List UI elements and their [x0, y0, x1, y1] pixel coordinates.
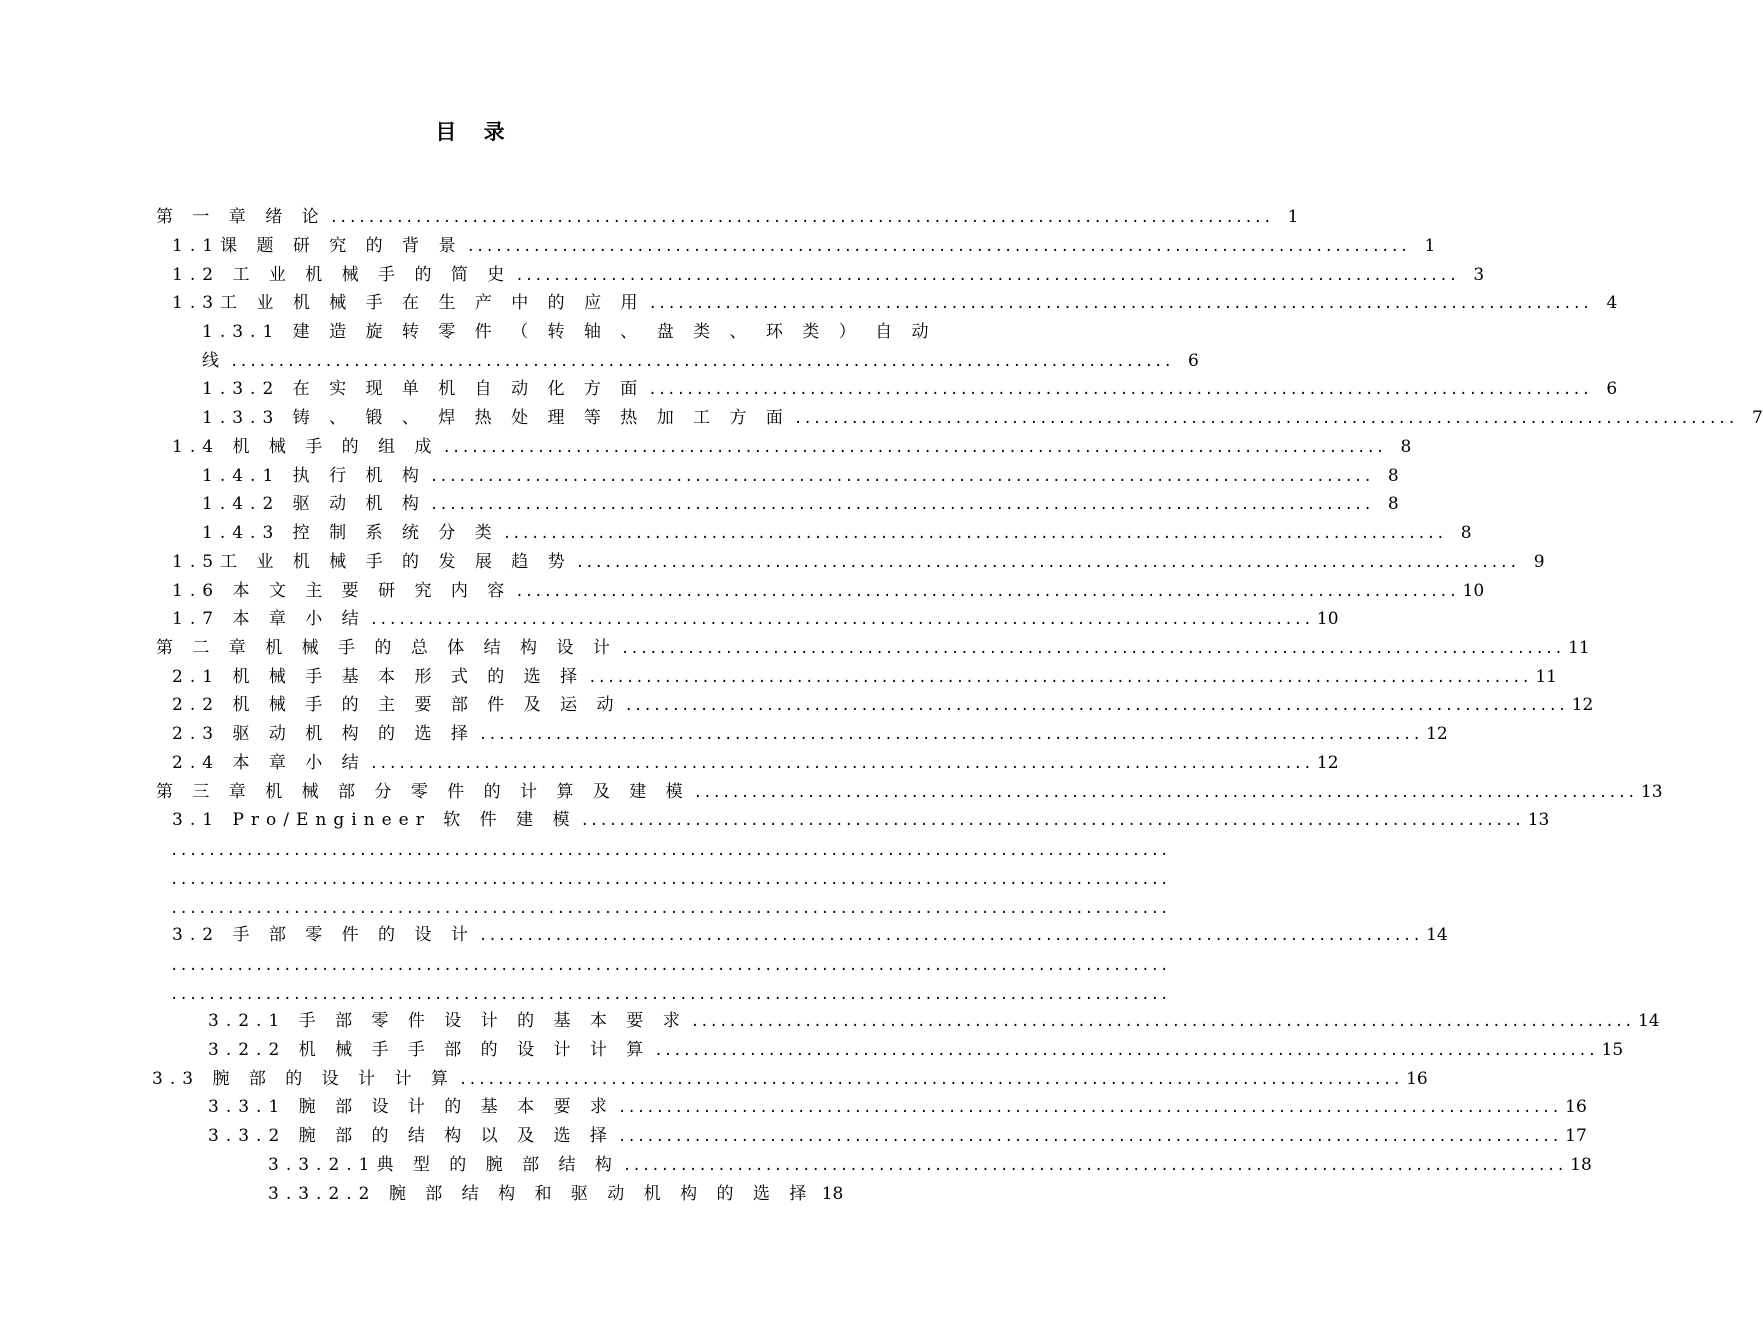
toc-entry-label: 1.6 本 文 主 要 研 究 内 容 — [172, 581, 512, 601]
toc-entry-label: 线 — [202, 351, 226, 371]
toc-entry-page: 8 — [1460, 523, 1472, 543]
toc-entry-label: 1.4.1 执 行 机 构 — [202, 466, 426, 486]
toc-entry[interactable] — [156, 203, 1299, 231]
toc-entry-page: 11 — [1568, 638, 1590, 658]
toc-entry[interactable] — [172, 806, 1550, 834]
toc-entry[interactable] — [202, 375, 1618, 403]
toc-entry-page: 7 — [1751, 408, 1763, 428]
toc-leader-dots: .................................................................................................... — [369, 612, 1313, 628]
toc-entry-page: 17 — [1565, 1126, 1587, 1146]
toc-entry[interactable] — [172, 232, 1436, 260]
toc-entry-page: 8 — [1387, 466, 1399, 486]
toc-entry-page: 6 — [1188, 351, 1199, 371]
toc-entry[interactable] — [156, 634, 1590, 662]
toc-entry[interactable] — [202, 347, 1199, 375]
toc-entry-label: 3.3 腕 部 的 设 计 计 算 — [152, 1069, 455, 1089]
toc-leader-dots: .......................................................................................................... — [170, 872, 1170, 888]
toc-entry-page: 3 — [1473, 265, 1485, 285]
toc-leader-dots: .................................................................................................... — [620, 641, 1564, 657]
toc-entry-page: 16 — [1406, 1069, 1428, 1089]
toc-entry-page: 11 — [1535, 667, 1557, 687]
toc-entry-page: 14 — [1637, 1011, 1660, 1031]
toc-entry-label: 2.4 本 章 小 结 — [172, 753, 366, 773]
toc-entry-label: 第 三 章 机 械 部 分 零 件 的 计 算 及 建 模 — [156, 782, 690, 802]
toc-entry-page: 8 — [1387, 494, 1399, 514]
toc-entry[interactable] — [208, 1122, 1587, 1150]
toc-entry-label: 1.3.1 建 造 旋 转 零 件 （ 转 轴 、 盘 类 、 环 类 ） 自 动 — [202, 322, 936, 342]
toc-leader-dots: .......................................................................................................... — [170, 843, 1170, 859]
toc-leader-dots: .................................................................................................... — [654, 1043, 1598, 1059]
toc-entry[interactable] — [202, 404, 1763, 432]
toc-leader-dots: .................................................................................................... — [329, 210, 1273, 226]
toc-entry-page: 4 — [1606, 293, 1618, 313]
toc-leader-dots: .................................................................................................... — [617, 1129, 1561, 1145]
toc-entry-label: 1.7 本 章 小 结 — [172, 609, 366, 629]
toc-leader-dots: .................................................................................................... — [429, 469, 1373, 485]
toc-entry[interactable] — [156, 778, 1663, 806]
toc-leader-dots: .................................................................................................... — [624, 698, 1568, 714]
toc-entry[interactable] — [172, 261, 1485, 289]
toc-entry[interactable] — [172, 289, 1618, 317]
toc-leader-dots: .................................................................................................... — [690, 1014, 1634, 1030]
toc-entry-page: 18 — [821, 1184, 844, 1204]
toc-entry-label: 2.3 驱 动 机 构 的 选 择 — [172, 724, 475, 744]
page-title: 目 录 — [435, 119, 515, 144]
toc-entry-label: 1.4 机 械 手 的 组 成 — [172, 437, 439, 457]
toc-entry[interactable] — [172, 605, 1339, 633]
toc-entry-page: 13 — [1527, 810, 1550, 830]
toc-entry-page: 13 — [1640, 782, 1663, 802]
toc-entry-label: 1.2 工 业 机 械 手 的 简 史 — [172, 265, 512, 285]
toc-entry[interactable] — [202, 462, 1399, 490]
toc-entry[interactable] — [172, 921, 1448, 949]
toc-entry-page: 15 — [1601, 1040, 1624, 1060]
toc-leader-dots: .................................................................................................... — [622, 1158, 1566, 1174]
toc-entry[interactable] — [172, 433, 1412, 461]
toc-entry[interactable] — [208, 1007, 1660, 1035]
toc-entry-page: 16 — [1565, 1097, 1587, 1117]
toc-entry-page: 14 — [1426, 925, 1448, 945]
toc-entry[interactable] — [202, 490, 1399, 518]
toc-entry[interactable] — [172, 577, 1485, 605]
toc-leader-dots: .................................................................................................... — [515, 584, 1459, 600]
toc-leader-dots: .................................................................................................... — [575, 555, 1519, 571]
toc-entry-label: 1.3.2 在 实 现 单 机 自 动 化 方 面 — [202, 379, 645, 399]
toc-entry[interactable] — [172, 548, 1545, 576]
toc-leader-dots: .......................................................................................................... — [170, 958, 1170, 974]
toc-entry-label: 1.3.3 铸 、 锻 、 焊 热 处 理 等 热 加 工 方 面 — [202, 408, 790, 428]
toc-entry[interactable] — [172, 749, 1339, 777]
toc-entry[interactable] — [172, 720, 1448, 748]
toc-leader-dots: .................................................................................................... — [478, 727, 1422, 743]
toc-entry[interactable] — [152, 1065, 1428, 1093]
toc-entry-label: 1.5工 业 机 械 手 的 发 展 趋 势 — [172, 552, 572, 572]
toc-leader-dots: .................................................................................................... — [369, 756, 1313, 772]
toc-leader-dots: .................................................................................................... — [648, 382, 1592, 398]
toc-entry-page: 9 — [1533, 552, 1545, 572]
toc-entry-label: 第 一 章 绪 论 — [156, 207, 326, 227]
toc-entry[interactable] — [208, 1036, 1624, 1064]
toc-leader-dots: .................................................................................................... — [693, 785, 1637, 801]
toc-entry-label: 3.1 Pro/Engineer 软 件 建 模 — [172, 810, 577, 830]
toc-entry-page: 12 — [1316, 753, 1339, 773]
toc-entry[interactable] — [268, 1151, 1592, 1179]
toc-entry-label: 3.3.1 腕 部 设 计 的 基 本 要 求 — [208, 1097, 614, 1117]
toc-entry-page: 12 — [1426, 724, 1448, 744]
toc-entry-label: 2.2 机 械 手 的 主 要 部 件 及 运 动 — [172, 695, 621, 715]
toc-entry-label: 第 二 章 机 械 手 的 总 体 结 构 设 计 — [156, 638, 617, 658]
toc-entry-label: 3.3.2 腕 部 的 结 构 以 及 选 择 — [208, 1126, 614, 1146]
toc-leader-dots: .......................................................................................................... — [170, 901, 1170, 917]
toc-entry-label: 3.3.2.1典 型 的 腕 部 结 构 — [268, 1155, 619, 1175]
toc-entry-label: 3.3.2.2 腕 部 结 构 和 驱 动 机 构 的 选 择 — [268, 1184, 814, 1204]
toc-entry-label: 2.1 机 械 手 基 本 形 式 的 选 择 — [172, 667, 585, 687]
toc-entry[interactable] — [172, 691, 1594, 719]
toc-leader-dots: .................................................................................................... — [502, 526, 1446, 542]
toc-entry-page: 8 — [1400, 437, 1412, 457]
toc-leader-dots: .................................................................................................... — [429, 497, 1373, 513]
toc-entry-label: 1.3工 业 机 械 手 在 生 产 中 的 应 用 — [172, 293, 645, 313]
toc-entry-label: 1.1课 题 研 究 的 背 景 — [172, 236, 463, 256]
toc-leader-dots: .................................................................................................... — [458, 1072, 1402, 1088]
toc-leader-dots: .......................................................................................................... — [170, 987, 1170, 1003]
toc-entry-page: 1 — [1424, 236, 1436, 256]
toc-entry[interactable] — [172, 663, 1557, 691]
toc-leader-dots: .................................................................................................... — [793, 411, 1737, 427]
toc-entry-page: 12 — [1571, 695, 1594, 715]
toc-entry-page: 10 — [1316, 609, 1339, 629]
toc-leader-dots: .................................................................................................... — [442, 440, 1386, 456]
toc-entry-label: 3.2.1 手 部 零 件 设 计 的 基 本 要 求 — [208, 1011, 687, 1031]
toc-entry-page: 18 — [1570, 1155, 1592, 1175]
toc-entry-label: 1.4.3 控 制 系 统 分 类 — [202, 523, 499, 543]
toc-entry-page: 6 — [1606, 379, 1618, 399]
toc-entry-label: 1.4.2 驱 动 机 构 — [202, 494, 426, 514]
toc-entry-label: 3.2 手 部 零 件 的 设 计 — [172, 925, 475, 945]
toc-entry-label: 3.2.2 机 械 手 手 部 的 设 计 计 算 — [208, 1040, 651, 1060]
toc-leader-dots: .................................................................................................... — [588, 670, 1531, 686]
toc-entry[interactable] — [268, 1180, 844, 1208]
toc-entry[interactable] — [202, 318, 936, 346]
toc-leader-dots: .................................................................................................... — [466, 239, 1410, 255]
toc-entry-page: 1 — [1287, 207, 1299, 227]
toc-leader-dots: .................................................................................................... — [515, 268, 1459, 284]
toc-leader-dots: .................................................................................................... — [230, 354, 1173, 370]
toc-leader-dots: .................................................................................................... — [648, 296, 1592, 312]
toc-leader-dots: .................................................................................................... — [478, 928, 1422, 944]
toc-entry-page: 10 — [1462, 581, 1485, 601]
toc-entry[interactable] — [208, 1093, 1587, 1121]
toc-entry[interactable] — [202, 519, 1472, 547]
toc-leader-dots: .................................................................................................... — [617, 1100, 1561, 1116]
toc-leader-dots: .................................................................................................... — [580, 813, 1524, 829]
